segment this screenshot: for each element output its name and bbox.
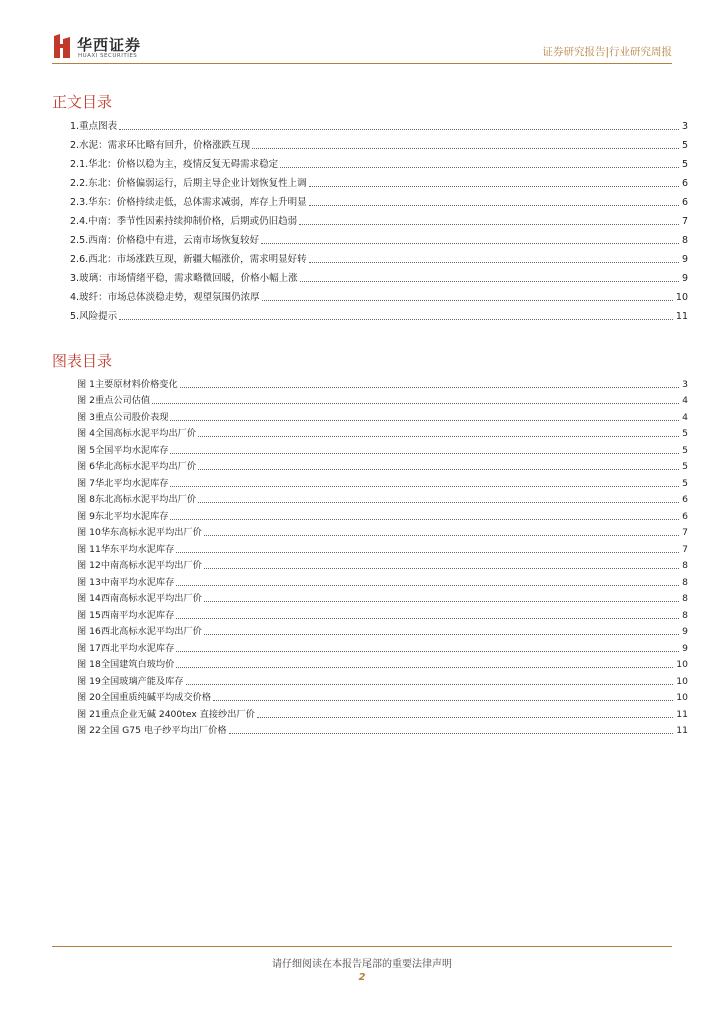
figure-entry-title: 东北高标水泥平均出厂价 — [94, 494, 197, 505]
figures-title: 图表目录 — [52, 352, 113, 370]
toc-entry[interactable] — [70, 114, 688, 133]
figure-dot-leader — [257, 717, 673, 718]
figure-entry-title: 全国重质纯碱平均成交价格 — [100, 692, 212, 703]
figure-entry-number: 图 10 — [77, 527, 101, 538]
figure-entry[interactable] — [77, 704, 688, 721]
figure-entry-title: 华东高标水泥平均出厂价 — [100, 527, 202, 538]
figure-entry-number: 图 21 — [77, 708, 101, 720]
figure-entry-number: 图 13 — [77, 576, 101, 588]
toc-entry-title: 玻璃：市场情绪平稳，需求略微回暖，价格小幅上涨 — [79, 273, 298, 284]
figure-dot-leader — [204, 535, 679, 536]
toc-entry-title: 重点图表 — [79, 121, 118, 132]
figure-dot-leader — [176, 552, 679, 553]
toc-entry-page: 5 — [681, 140, 688, 151]
toc-entry-number: 2.3. — [70, 197, 89, 208]
figure-entry-title: 主要原材料价格变化 — [94, 378, 178, 390]
figure-entry-page: 8 — [682, 576, 688, 588]
figure-entry-title: 西北高标水泥平均出厂价 — [100, 626, 202, 637]
toc-entry-page: 10 — [675, 292, 688, 303]
page-header — [0, 0, 724, 70]
toc-entry-number: 5. — [70, 311, 80, 322]
figure-entry-number: 图 1 — [77, 378, 95, 390]
figure-entry-title: 全国建筑白玻均价 — [100, 659, 175, 670]
figure-entry-page: 4 — [682, 395, 688, 406]
toc-dot-leader — [299, 224, 679, 225]
figure-entry-page: 10 — [676, 675, 688, 687]
figure-entry-page: 3 — [682, 378, 688, 390]
figure-entry-number: 图 3 — [77, 411, 95, 423]
figure-entry-number: 图 20 — [77, 692, 101, 703]
toc-entry-number: 2.1. — [70, 159, 89, 170]
toc-entry-number: 1. — [70, 121, 80, 132]
figure-entry-number: 图 7 — [77, 477, 95, 489]
huaxi-logo — [52, 33, 162, 63]
figure-entry-number: 图 22 — [77, 725, 101, 736]
figure-dot-leader — [176, 585, 679, 586]
figure-entry[interactable] — [77, 655, 688, 672]
figure-entry-title: 西南高标水泥平均出厂价 — [100, 593, 202, 604]
toc-dot-leader — [300, 281, 679, 282]
figure-entry-page: 11 — [676, 725, 688, 736]
toc-entry-number: 3. — [70, 273, 80, 284]
figure-entry-page: 10 — [676, 692, 688, 703]
toc-dot-leader — [309, 205, 679, 206]
figure-dot-leader — [198, 436, 679, 437]
figure-dot-leader — [170, 486, 679, 487]
figure-entry[interactable] — [77, 605, 688, 622]
toc-entry-page: 9 — [681, 273, 688, 284]
figure-entry[interactable] — [77, 407, 688, 424]
logo-english-name: HUAXI SECURITIES — [78, 53, 138, 59]
figure-entry-title: 华北平均水泥库存 — [94, 477, 169, 489]
figure-entry[interactable] — [77, 622, 688, 639]
toc-entry-title: 中南：季节性因素持续抑制价格，后期或仍旧趋弱 — [88, 216, 298, 227]
toc-entry[interactable] — [70, 171, 688, 190]
toc-entry-page: 5 — [681, 159, 688, 170]
toc-entry[interactable] — [70, 133, 688, 152]
footer-divider — [52, 946, 672, 947]
figure-entry-number: 图 11 — [77, 543, 101, 555]
figure-dot-leader — [198, 502, 679, 503]
figure-entry-page: 7 — [682, 527, 688, 538]
figure-entry-page: 5 — [682, 477, 688, 489]
toc-dot-leader — [252, 148, 679, 149]
figure-entry[interactable] — [77, 572, 688, 589]
figure-entry-number: 图 18 — [77, 659, 101, 670]
figure-entry-page: 8 — [682, 593, 688, 604]
figure-entry-page: 6 — [682, 494, 688, 505]
toc-title: 正文目录 — [52, 93, 113, 111]
figure-entry[interactable] — [77, 374, 688, 391]
figure-entry[interactable] — [77, 506, 688, 523]
figure-entry-page: 9 — [682, 642, 688, 654]
figure-entry-page: 5 — [682, 428, 688, 439]
figure-dot-leader — [204, 601, 679, 602]
figure-entry-page: 11 — [676, 708, 688, 720]
figure-entry-title: 西南平均水泥库存 — [100, 609, 175, 621]
footer-disclaimer: 请仔细阅读在本报告尾部的重要法律声明 — [272, 959, 452, 970]
report-type-label: 证券研究报告|行业研究周报 — [542, 46, 672, 58]
toc-entry[interactable] — [70, 304, 688, 323]
figure-entry[interactable] — [77, 424, 688, 441]
figure-entry-page: 8 — [682, 609, 688, 621]
toc-entry-title: 风险提示 — [79, 311, 118, 322]
figure-entry-number: 图 2 — [77, 395, 95, 406]
figure-entry-number: 图 16 — [77, 626, 101, 637]
toc-entry-title: 东北：价格偏弱运行，后期主导企业计划恢复性上调 — [88, 178, 307, 189]
figure-dot-leader — [229, 733, 674, 734]
toc-entry[interactable] — [70, 228, 688, 247]
toc-dot-leader — [119, 319, 673, 320]
figure-dot-leader — [176, 651, 679, 652]
toc-entry-title: 水泥：需求环比略有回升，价格涨跌互现 — [79, 140, 251, 151]
figure-entry-title: 华东平均水泥库存 — [100, 543, 175, 555]
toc-entry-page: 6 — [681, 197, 688, 208]
figure-entry-number: 图 4 — [77, 428, 95, 439]
figure-entry-number: 图 6 — [77, 461, 95, 472]
figure-entry-title: 全国平均水泥库存 — [94, 444, 169, 456]
figure-entry-title: 全国玻璃产能及库存 — [100, 675, 184, 687]
figure-entry-page: 4 — [682, 411, 688, 423]
toc-entry[interactable] — [70, 285, 688, 304]
figure-entry-title: 重点公司股价表现 — [94, 411, 169, 423]
toc-list — [70, 114, 688, 323]
toc-entry[interactable] — [70, 152, 688, 171]
toc-entry-page: 9 — [681, 254, 688, 265]
figure-entry-title: 华北高标水泥平均出厂价 — [94, 461, 197, 472]
figure-entry-title: 重点企业无碱 2400tex 直接纱出厂价 — [100, 708, 255, 720]
figure-entry-number: 图 17 — [77, 642, 101, 654]
figure-dot-leader — [198, 469, 679, 470]
toc-entry-number: 2.5. — [70, 235, 89, 246]
figure-entry[interactable] — [77, 638, 688, 655]
toc-dot-leader — [280, 167, 679, 168]
figure-entry[interactable] — [77, 490, 688, 507]
figure-dot-leader — [180, 387, 679, 388]
figure-entry-title: 中南高标水泥平均出厂价 — [100, 560, 202, 571]
figure-entry[interactable] — [77, 556, 688, 573]
figure-entry-number: 图 9 — [77, 510, 95, 522]
figure-entry-page: 8 — [682, 560, 688, 571]
figure-entry-page: 9 — [682, 626, 688, 637]
figure-entry-title: 中南平均水泥库存 — [100, 576, 175, 588]
figure-entry[interactable] — [77, 721, 688, 738]
page-number: 2 — [358, 972, 366, 983]
figure-entry[interactable] — [77, 688, 688, 705]
figures-list — [77, 374, 688, 737]
figure-entry-title: 全国 G75 电子纱平均出厂价格 — [100, 725, 227, 736]
figure-entry-page: 10 — [676, 659, 688, 670]
figure-entry-title: 西北平均水泥库存 — [100, 642, 175, 654]
figure-entry-page: 6 — [682, 510, 688, 522]
figure-entry[interactable] — [77, 391, 688, 408]
toc-entry-page: 6 — [681, 178, 688, 189]
toc-entry-page: 3 — [681, 121, 688, 132]
figure-entry[interactable] — [77, 473, 688, 490]
figure-entry-title: 东北平均水泥库存 — [94, 510, 169, 522]
toc-entry-number: 2.6. — [70, 254, 89, 265]
toc-entry[interactable] — [70, 247, 688, 266]
figure-entry-title: 全国高标水泥平均出厂价 — [94, 428, 197, 439]
figure-dot-leader — [186, 684, 674, 685]
figure-entry[interactable] — [77, 539, 688, 556]
figure-dot-leader — [176, 667, 673, 668]
toc-entry[interactable] — [70, 266, 688, 285]
toc-entry-number: 2.4. — [70, 216, 89, 227]
toc-entry-title: 玻纤：市场总体淡稳走势，观望氛围仍浓厚 — [79, 292, 260, 303]
figure-entry[interactable] — [77, 440, 688, 457]
figure-entry[interactable] — [77, 589, 688, 606]
toc-entry-title: 西北：市场涨跌互现，新疆大幅涨价，需求明显好转 — [88, 254, 307, 265]
figure-dot-leader — [204, 634, 679, 635]
figure-dot-leader — [176, 618, 679, 619]
toc-entry-number: 4. — [70, 292, 80, 303]
huaxi-logo-icon — [52, 33, 72, 59]
figure-entry-number: 图 8 — [77, 494, 95, 505]
toc-entry[interactable] — [70, 190, 688, 209]
toc-dot-leader — [119, 129, 679, 130]
toc-dot-leader — [309, 186, 679, 187]
figure-entry-page: 7 — [682, 543, 688, 555]
toc-entry[interactable] — [70, 209, 688, 228]
figure-entry[interactable] — [77, 671, 688, 688]
figure-entry-title: 重点公司估值 — [94, 395, 151, 406]
figure-entry-number: 图 15 — [77, 609, 101, 621]
figure-dot-leader — [152, 403, 679, 404]
figure-dot-leader — [204, 568, 679, 569]
logo-chinese-name: 华西证券 — [77, 36, 142, 54]
figure-entry-number: 图 5 — [77, 444, 95, 456]
toc-entry-page: 11 — [675, 311, 688, 322]
toc-entry-number: 2.2. — [70, 178, 89, 189]
toc-dot-leader — [309, 262, 679, 263]
toc-entry-page: 7 — [681, 216, 688, 227]
figure-entry-page: 5 — [682, 444, 688, 456]
figure-dot-leader — [213, 700, 673, 701]
toc-entry-page: 8 — [681, 235, 688, 246]
toc-entry-title: 华东：价格持续走低，总体需求减弱，库存上升明显 — [88, 197, 307, 208]
figure-entry-number: 图 19 — [77, 675, 101, 687]
figure-dot-leader — [170, 519, 679, 520]
figure-entry[interactable] — [77, 457, 688, 474]
header-divider — [52, 63, 672, 64]
toc-entry-title: 华北：价格以稳为主，疫情反复无碍需求稳定 — [88, 159, 279, 170]
figure-dot-leader — [170, 420, 679, 421]
figure-dot-leader — [170, 453, 679, 454]
figure-entry-number: 图 14 — [77, 593, 101, 604]
figure-entry-page: 5 — [682, 461, 688, 472]
toc-dot-leader — [261, 243, 679, 244]
toc-entry-number: 2. — [70, 140, 80, 151]
figure-entry-number: 图 12 — [77, 560, 101, 571]
figure-entry[interactable] — [77, 523, 688, 540]
toc-dot-leader — [262, 300, 673, 301]
toc-entry-title: 西南：价格稳中有进，云南市场恢复较好 — [88, 235, 260, 246]
